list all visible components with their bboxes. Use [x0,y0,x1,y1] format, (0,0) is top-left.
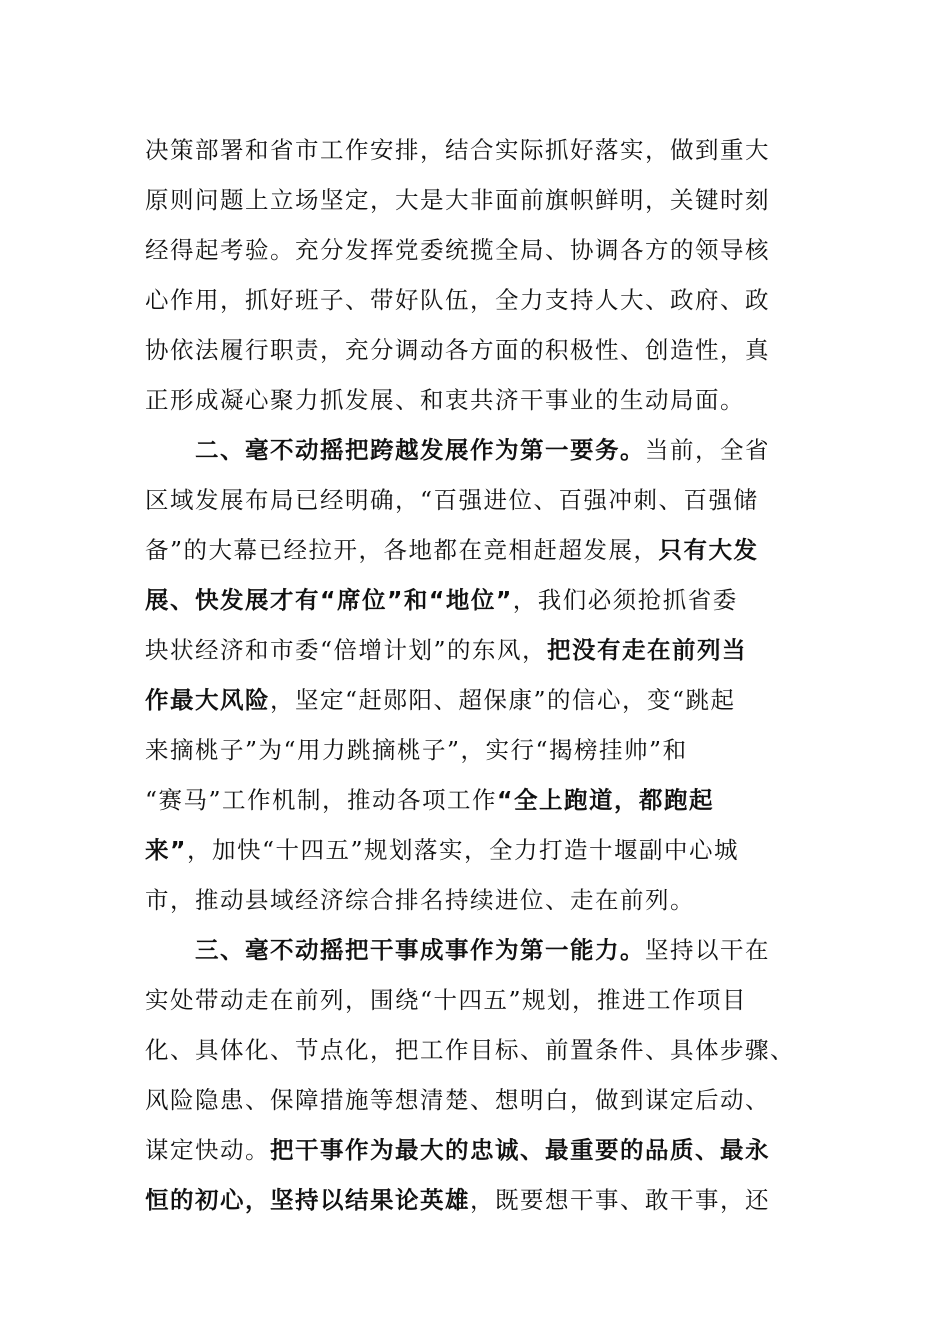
text-run: 来摘桃子”为“用力跳摘桃子”，实行“揭榜挂帅”和 [145,736,688,764]
bold-text-run: 来” [145,836,187,864]
text-line [145,280,770,320]
bold-text-run: 只有大发 [658,536,759,564]
text-run: 坚持以干在 [645,936,770,964]
text-line [145,880,695,920]
text-run: ，我们必须抢抓省委 [512,586,738,614]
bold-text-run: 把没有走在前列当 [547,636,748,664]
section-heading-line [195,930,770,970]
text-line [145,730,688,770]
text-line [145,1180,770,1220]
bold-text-run: 把干事作为最大的忠诚、最重要的品质、最永 [270,1136,770,1164]
text-run: 区域发展布局已经明确，“百强进位、百强冲刺、百强储 [145,486,759,514]
text-run: 心作用，抓好班子、带好队伍，全力支持人大、政府、政 [145,286,770,314]
text-line [145,830,739,870]
section-heading-line [195,430,770,470]
text-line [145,1080,770,1120]
text-run: ，坚定“赶郧阳、超保康”的信心，变“跳起 [270,686,736,714]
text-line [145,1030,795,1070]
text-line [145,380,745,420]
text-run: “赛马”工作机制，推动各项工作 [145,786,498,814]
bold-text-run: 三、毫不动摇把干事成事作为第一能力。 [195,936,645,964]
text-line [145,580,738,620]
text-line [145,130,770,170]
text-run: 备”的大幕已经拉开，各地都在竞相赶超发展， [145,536,659,564]
text-line [145,230,770,270]
text-run: 风险隐患、保障措施等想清楚、想明白，做到谋定后动、 [145,1086,770,1114]
bold-text-run: 展、快发展才有“席位”和“地位” [145,586,513,614]
text-run: 市，推动县域经济综合排名持续进位、走在前列。 [145,886,695,914]
text-run: 实处带动走在前列，围绕“十四五”规划，推进工作项目 [145,986,748,1014]
text-line [145,980,747,1020]
text-line [145,330,770,370]
text-line [145,1130,770,1170]
text-line [145,630,747,670]
text-run: 经得起考验。充分发挥党委统揽全局、协调各方的领导核 [145,236,770,264]
text-line [145,780,714,820]
text-line [145,680,736,720]
text-line [145,530,759,570]
text-run: 原则问题上立场坚定，大是大非面前旗帜鲜明，关键时刻 [145,186,770,214]
text-run: 决策部署和省市工作安排，结合实际抓好落实，做到重大 [145,136,770,164]
text-run: 协依法履行职责，充分调动各方面的积极性、创造性，真 [145,336,770,364]
text-run: 化、具体化、节点化，把工作目标、前置条件、具体步骤、 [145,1036,795,1064]
bold-text-run: 作最大风险 [145,686,270,714]
text-run: 当前，全省 [645,436,770,464]
text-run: 谋定快动。 [145,1136,270,1164]
text-line [145,180,770,220]
bold-text-run: 二、毫不动摇把跨越发展作为第一要务。 [195,436,645,464]
text-run: 块状经济和市委“倍增计划”的东风， [145,636,548,664]
bold-text-run: “全上跑道，都跑起 [497,786,714,814]
text-run: 正形成凝心聚力抓发展、和衷共济干事业的生动局面。 [145,386,745,414]
bold-text-run: 恒的初心，坚持以结果论英雄 [145,1186,470,1214]
text-line [145,480,759,520]
text-run: ，加快“十四五”规划落实，全力打造十堰副中心城 [186,836,739,864]
text-run: ，既要想干事、敢干事，还 [470,1186,770,1214]
